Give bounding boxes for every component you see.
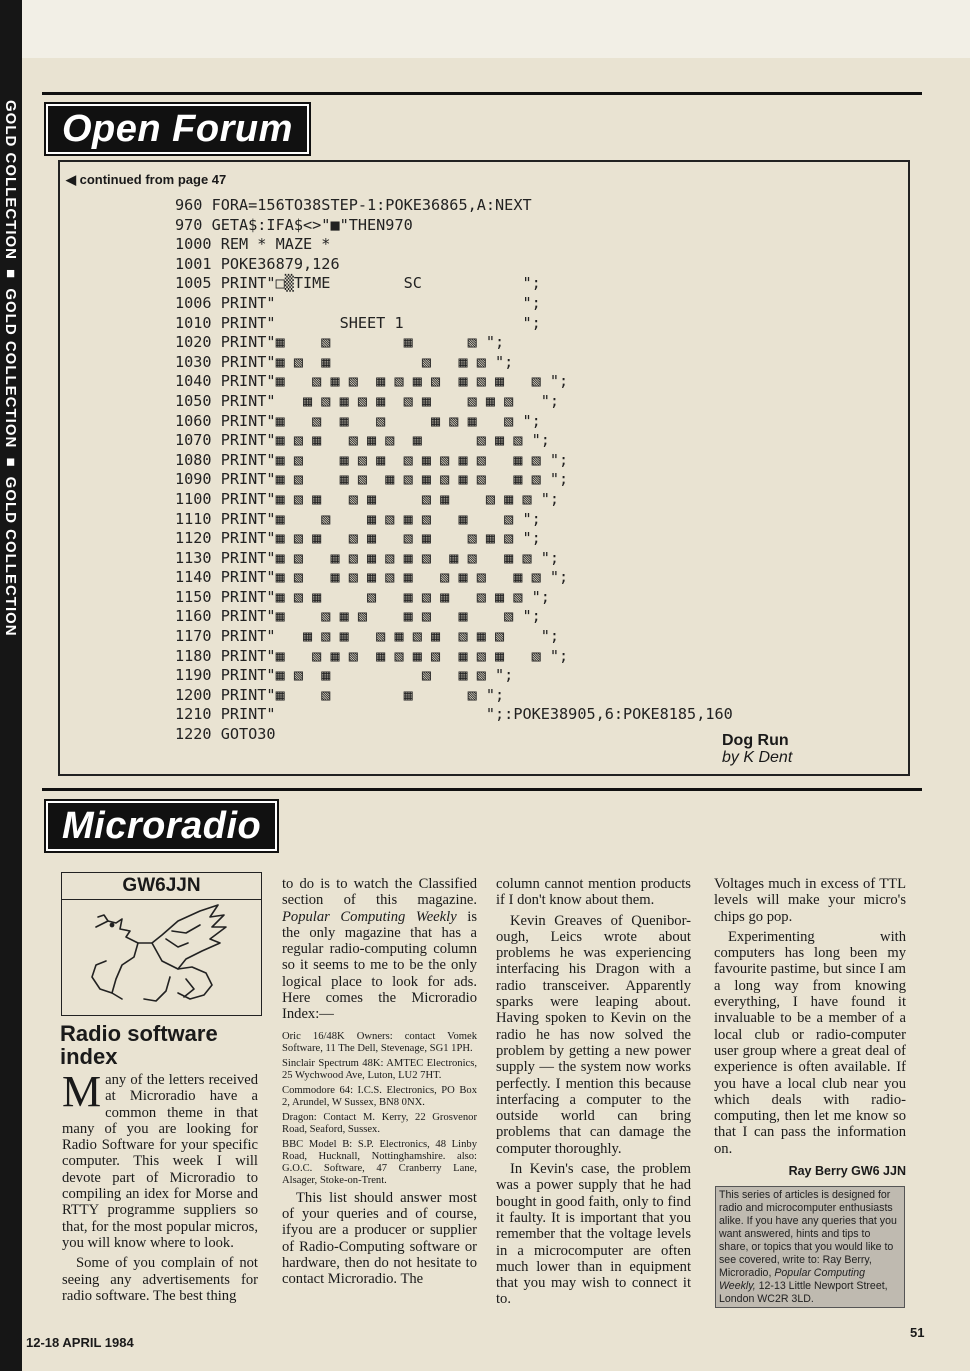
column-2: [282, 876, 477, 1291]
listing-entry: BBC Model B: S.P. Electronics, 48 Linby Road, Hucknall, Nottinghamshire. also: G.O.C. Software, 47 Cranberry Lane, Alsager, Stoke-on-Trent.: [282, 1138, 477, 1186]
top-rule: [42, 92, 922, 95]
col2-text-a: to do is to watch the Classified section of this magazine.: [282, 876, 477, 909]
code-line: 1190 PRINT"▦ ▧ ▦ ▧ ▦ ▧ ";: [175, 666, 514, 685]
listing-entry: Sinclair Spectrum 48K: AMTEC Electronics, 25 Wychwood Ave, Luton, LU2 7HT.: [282, 1057, 477, 1081]
code-line: 1005 PRINT"□▒TIME SC ";: [175, 274, 541, 293]
code-line: 960 FORA=156TO38STEP-1:POKE36865,A:NEXT: [175, 196, 532, 214]
callsign-box: [61, 872, 262, 1016]
continued-note: ◀ continued from page 47: [66, 172, 227, 187]
col2-text-c: is the only magazine that has a regular radio-computing column so it seems to me to be the only logical place to look for ads. Here comes the Microradio Index:—: [282, 908, 477, 1023]
open-forum-title: Open Forum: [46, 104, 309, 154]
col2-magazine-name: Popular Computing Weekly: [282, 908, 457, 925]
column-3: [496, 876, 691, 1312]
code-line: 1080 PRINT"▦ ▧ ▦ ▧ ▦ ▧ ▦ ▧ ▦ ▧ ▦ ▧ ";: [175, 450, 569, 469]
code-line: 1120 PRINT"▦ ▧ ▦ ▧ ▦ ▧ ▦ ▧ ▦ ▧ ";: [175, 529, 541, 548]
col1-paragraph-2: Some of you complain of not seeing any advertisements for radio software. The best thing: [62, 1255, 258, 1304]
col2-paragraph-1: [282, 876, 477, 1023]
code-line: 1070 PRINT"▦ ▧ ▦ ▧ ▦ ▧ ▦ ▧ ▦ ▧ ";: [175, 431, 550, 450]
col2-paragraph-2: This list should answer most of your queries and of course, ifyou are a producer or supplier of Radio-Computing software or hardware, then do not hesitate to contact Microradio. The: [282, 1189, 477, 1288]
col4-paragraph-2: Experimenting with computers has long been my favourite pastime, but since I am a long way from knowing everything, I have found it invaluable to be a member of a local club or radio-computer user group where a great deal of experience is often available. If you have a local club near you which deals with radio-computing, then let me know so that I can pass the information on.: [714, 928, 906, 1157]
code-line: 1170 PRINT" ▦ ▧ ▦ ▧ ▦ ▧ ▦ ▧ ▦ ▧ ";: [175, 627, 560, 646]
code-line: 1006 PRINT" ";: [175, 293, 541, 312]
open-forum-box: [58, 160, 910, 776]
code-line: 1160 PRINT"▦ ▧ ▦ ▧ ▦ ▧ ▦ ▧ ";: [175, 607, 541, 626]
col1-paragraph-1: [62, 1067, 258, 1251]
welsh-dragon-icon: [82, 903, 242, 1008]
mid-rule: [42, 788, 922, 791]
page-edge: [22, 0, 970, 58]
issue-date: 12-18 APRIL 1984: [26, 1335, 134, 1350]
col1-text-1: any of the letters received at Microradio have a common theme in that many of you are looking for Radio Software for your specific computer. This week I will devote part of Microradio to compiling an idex for Morse and RTTY programme suppliers so that, for the most popular micros, you will know where to look.: [62, 1072, 258, 1251]
code-line: 1020 PRINT"▦ ▧ ▦ ▧ ";: [175, 333, 505, 352]
col3-paragraph-2: Kevin Greaves of Quenibor-ough, Leics wrote about problems he was experiencing interfacing his Dragon with a radio transceiver. Apparently sparks were leaping about. Having spoken to Kevin on the radio he has now solved the problem by getting a new power supply — the system now works perfectly. I mention this because interfacing a computer to the outside world can bring problems that can damage the computer thoroughly.: [496, 912, 691, 1157]
code-line: 1130 PRINT"▦ ▧ ▦ ▧ ▦ ▧ ▦ ▧ ▦ ▧ ▦ ▧ ";: [175, 548, 560, 567]
code-line: 1010 PRINT" SHEET 1 ";: [175, 313, 541, 332]
code-line: 1090 PRINT"▦ ▧ ▦ ▧ ▦ ▧ ▦ ▧ ▦ ▧ ▦ ▧ ";: [175, 470, 569, 489]
drop-cap: M: [62, 1067, 102, 1116]
code-line: 1200 PRINT"▦ ▧ ▦ ▧ ";: [175, 685, 505, 704]
code-line: 1150 PRINT"▦ ▧ ▦ ▧ ▦ ▧ ▦ ▧ ▦ ▧ ";: [175, 587, 550, 606]
program-credit: [722, 732, 792, 766]
info-text-a: This series of articles is designed for radio and microcomputer enthusiasts alike. If you have any queries that you want answered, hints and tips to share, or topics that you would like to see covered, write to: Ray Berry, Microradio,: [719, 1189, 897, 1279]
listing-entry: Dragon: Contact M. Kerry, 22 Grosvenor Road, Seaford, Sussex.: [282, 1111, 477, 1135]
column-4: [714, 876, 906, 1179]
binding-spine: [0, 0, 22, 1371]
column-1: [62, 1067, 258, 1308]
code-line: 970 GETA$:IFA$<>"■"THEN970: [175, 215, 413, 234]
col3-paragraph-1: column cannot mention products if I don't know about them.: [496, 876, 691, 909]
page-number: 51: [910, 1325, 925, 1340]
spine-text: GOLD COLLECTION ■ GOLD COLLECTION ■ GOLD COLLECTION: [2, 100, 19, 637]
program-author: by K Dent: [722, 749, 793, 766]
code-line: 1050 PRINT" ▦ ▧ ▦ ▧ ▦ ▧ ▦ ▧ ▦ ▧ ";: [175, 391, 560, 410]
col4-paragraph-1: Voltages much in excess of TTL levels will make your micro's chips go pop.: [714, 876, 906, 925]
code-line: 1001 POKE36879,126: [175, 254, 340, 273]
basic-program-listing: [175, 196, 733, 745]
code-line: 1100 PRINT"▦ ▧ ▦ ▧ ▦ ▧ ▦ ▧ ▦ ▧ ";: [175, 489, 560, 508]
code-line: 1140 PRINT"▦ ▧ ▦ ▧ ▦ ▧ ▦ ▧ ▦ ▧ ▦ ▧ ";: [175, 568, 569, 587]
code-line: 1030 PRINT"▦ ▧ ▦ ▧ ▦ ▧ ";: [175, 352, 514, 371]
col3-paragraph-3: In Kevin's case, the problem was a power supply that he had bought in good faith, only to find it faulty. It is important that you remember that the voltage levels in a microcomputer are often much lower than in equipment that you may wish to connect it to.: [496, 1161, 691, 1308]
listing-entry: Oric 16/48K Owners: contact Vomek Software, 11 The Dell, Stevenage, SG1 1PH.: [282, 1030, 477, 1054]
callsign: GW6JJN: [62, 873, 261, 900]
code-line: 1060 PRINT"▦ ▧ ▦ ▧ ▦ ▧ ▦ ▧ ";: [175, 411, 541, 430]
code-line: 1180 PRINT"▦ ▧ ▦ ▧ ▦ ▧ ▦ ▧ ▦ ▧ ▦ ▧ ";: [175, 646, 569, 665]
code-line: 1210 PRINT" ";:POKE38905,6:POKE8185,160: [175, 705, 733, 724]
code-line: 1000 REM * MAZE *: [175, 235, 331, 254]
author-signature: Ray Berry GW6 JJN: [788, 1164, 906, 1179]
code-line: 1040 PRINT"▦ ▧ ▦ ▧ ▦ ▧ ▦ ▧ ▦ ▧ ▦ ▧ ";: [175, 372, 569, 391]
program-title: Dog Run: [722, 732, 789, 749]
contact-info-box: [715, 1186, 905, 1308]
microradio-title: Microradio: [46, 801, 277, 851]
info-text-c: 12-13 Little Newport Street, London WC2R 3LD.: [719, 1280, 888, 1305]
code-line: 1110 PRINT"▦ ▧ ▦ ▧ ▦ ▧ ▦ ▧ ";: [175, 509, 541, 528]
code-line: 1220 GOTO30: [175, 725, 276, 744]
listing-entry: Commodore 64: I.C.S. Electronics, PO Box 2, Arundel, W Sussex, BN8 0NX.: [282, 1084, 477, 1108]
article-headline: Radio software index: [60, 1021, 218, 1069]
info-magazine-name: Popular Computing Weekly,: [719, 1267, 866, 1292]
